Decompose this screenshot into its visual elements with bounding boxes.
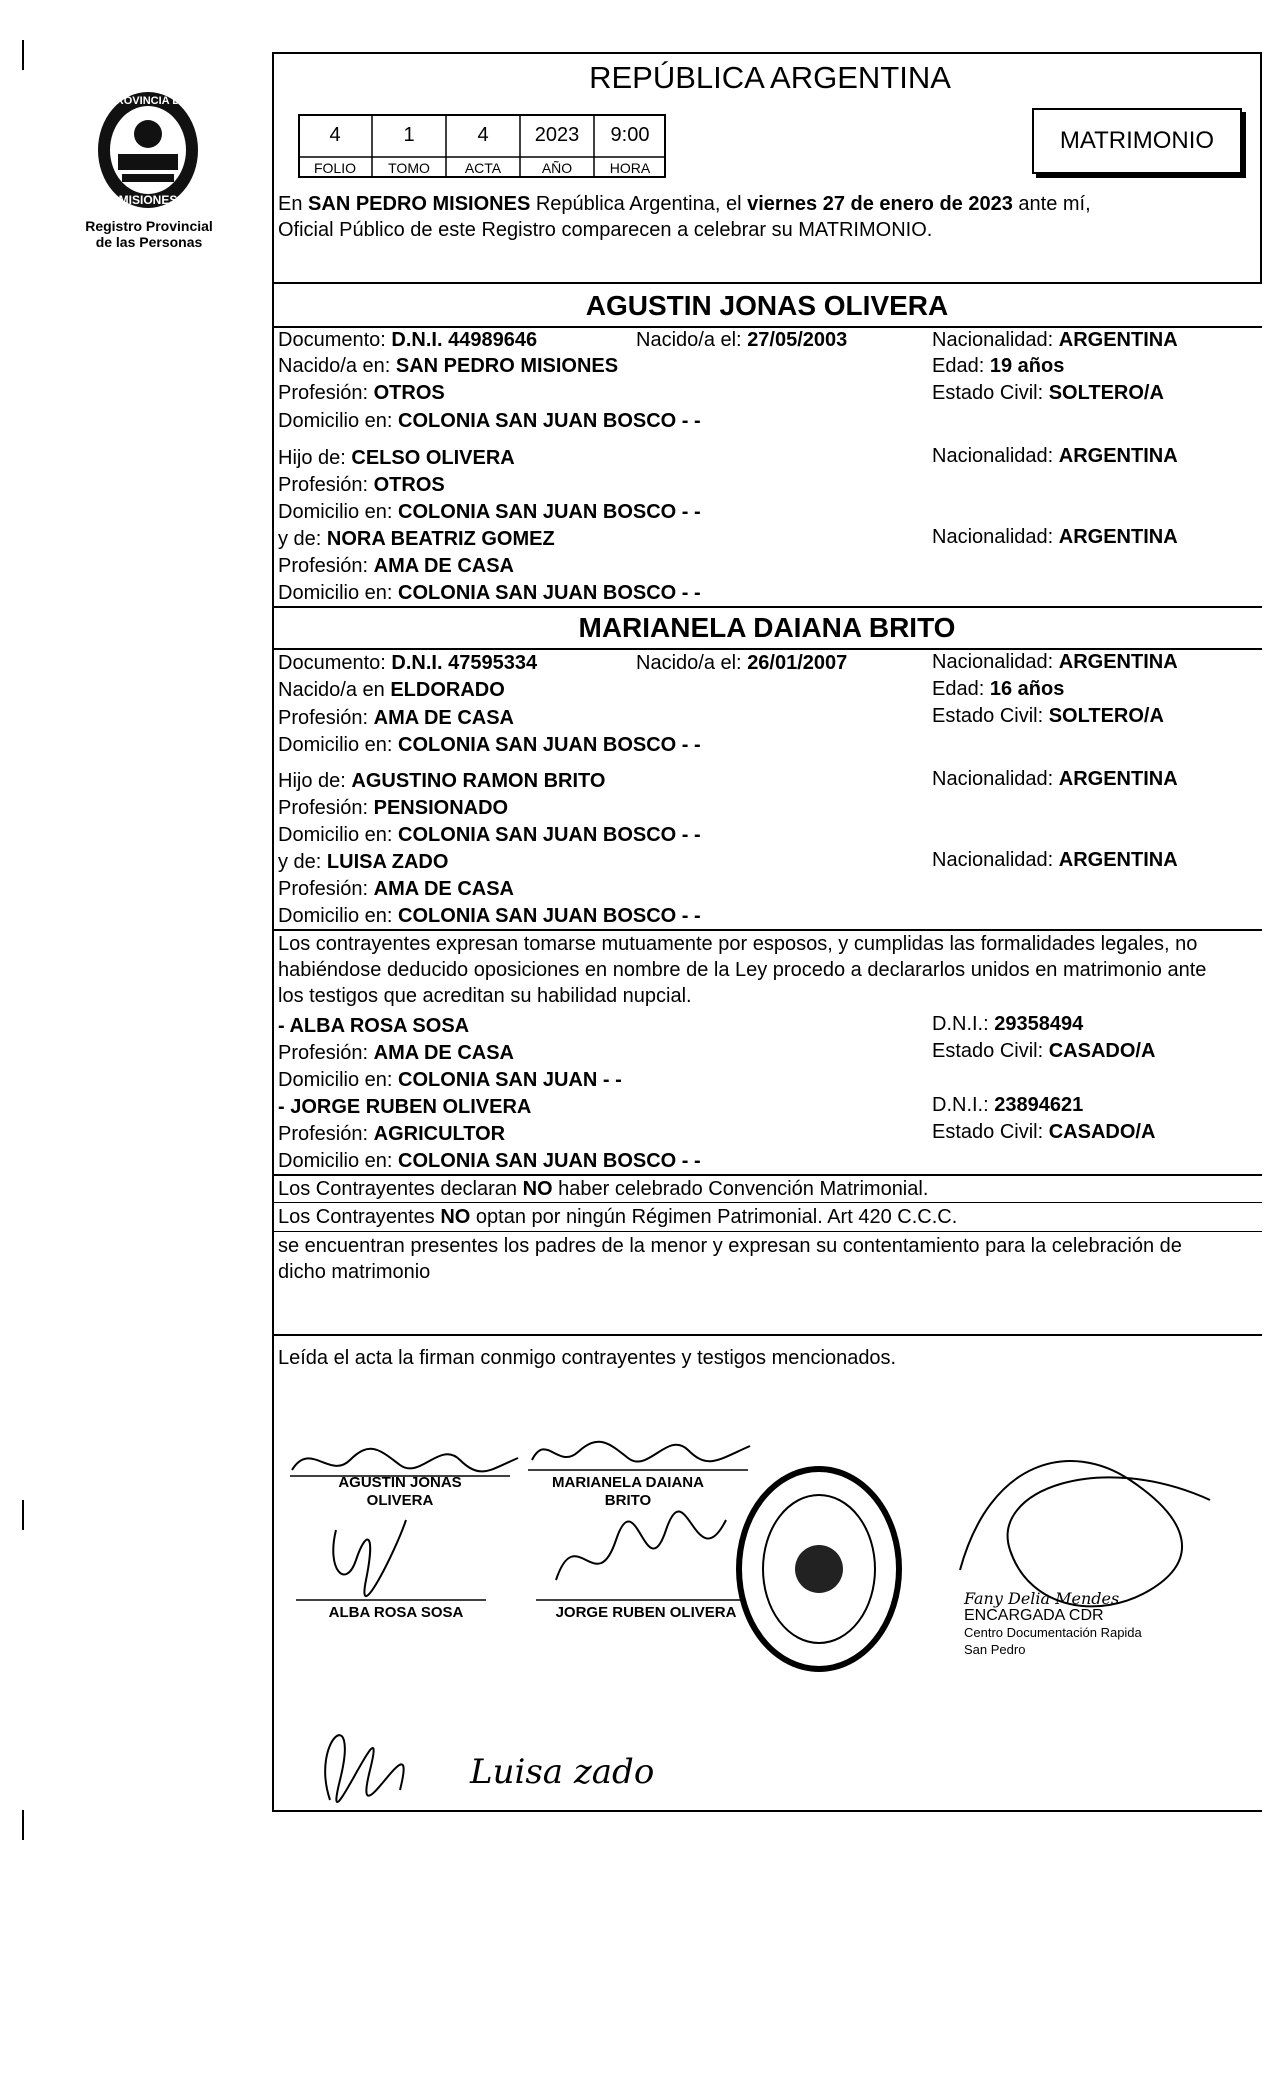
label: Hijo de: (278, 447, 346, 469)
note-parents-line1: se encuentran presentes los padres de la menor y expresan su contentamiento para la celebración de (278, 1235, 1182, 1257)
spouse1-birthdate (636, 328, 847, 352)
divider (272, 606, 1262, 608)
tomo-label: TOMO (388, 160, 430, 176)
divider (272, 282, 1262, 284)
text: Los Contrayentes declaran (278, 1178, 518, 1200)
label: Profesión: (278, 555, 369, 577)
signature-alba (296, 1510, 496, 1610)
witness2-profession (278, 1122, 505, 1146)
page-title: REPÚBLICA ARGENTINA (589, 60, 951, 95)
value: ARGENTINA (1058, 526, 1178, 548)
record-table (298, 114, 666, 178)
hour-label: HORA (609, 160, 651, 176)
value: COLONIA SAN JUAN BOSCO - - (398, 501, 701, 523)
spouse1-father (278, 446, 515, 470)
intro-city: SAN PEDRO MISIONES (308, 193, 531, 215)
witness2-domicile (278, 1149, 701, 1173)
spouse2-mother-profession (278, 877, 514, 901)
intro-text-3: ante mí, (1018, 193, 1091, 215)
signature-caption-agustin (300, 1474, 500, 1510)
declaration-line2: habiéndose deducido oposiciones en nombre de la Ley procedo a declararlos unidos en matrimonio ante (278, 959, 1207, 981)
witness1-name: - ALBA ROSA SOSA (278, 1015, 470, 1037)
witness2-dni (932, 1093, 1083, 1117)
value: ARGENTINA (1058, 651, 1178, 673)
folio-value: 4 (329, 124, 341, 146)
value: ELDORADO (390, 679, 505, 701)
emphasis: NO (440, 1206, 471, 1228)
value: COLONIA SAN JUAN BOSCO - - (398, 582, 701, 604)
note-parents-line2: dicho matrimonio (278, 1261, 431, 1283)
label: Nacido/a el: (636, 652, 742, 674)
value: CELSO OLIVERA (351, 447, 515, 469)
record-type-box: MATRIMONIO (1032, 108, 1242, 174)
value: AMA DE CASA (373, 878, 514, 900)
spouse1-mother-nationality (932, 525, 1178, 549)
value: AMA DE CASA (373, 555, 514, 577)
spouse2-mother (278, 850, 448, 874)
seal-top-text: PROVINCIA DE (108, 95, 188, 107)
witness2-name: - JORGE RUBEN OLIVERA (278, 1096, 532, 1118)
margin-mark (22, 1500, 24, 1530)
value: ARGENTINA (1058, 768, 1178, 790)
acta-value: 4 (477, 124, 489, 146)
label: Estado Civil: (932, 705, 1044, 727)
witness1-domicile (278, 1068, 622, 1092)
label: Nacionalidad: (932, 849, 1054, 871)
value: COLONIA SAN JUAN BOSCO - - (398, 824, 701, 846)
label: Estado Civil: (932, 1040, 1044, 1062)
folio-label: FOLIO (313, 160, 356, 176)
value: OTROS (373, 382, 445, 404)
label: Domicilio en: (278, 501, 393, 523)
label: Edad: (932, 355, 985, 377)
line: AGUSTIN JONAS (338, 1474, 462, 1491)
value: SOLTERO/A (1048, 705, 1164, 727)
value: COLONIA SAN JUAN - - (398, 1069, 622, 1091)
value: AGRICULTOR (373, 1123, 506, 1145)
spouse2-father-profession (278, 796, 508, 820)
intro-text-2: República Argentina, el (535, 193, 742, 215)
spouse1-mother-domicile (278, 581, 701, 605)
value: 19 años (989, 355, 1065, 377)
witness1-profession (278, 1041, 514, 1065)
label: D.N.I.: (932, 1013, 989, 1035)
spouse2-birthplace (278, 678, 505, 702)
label: Profesión: (278, 878, 369, 900)
spouse1-mother-profession (278, 554, 514, 578)
spouse2-father (278, 769, 605, 793)
value: COLONIA SAN JUAN BOSCO - - (398, 410, 701, 432)
text: haber celebrado Convención Matrimonial. (558, 1178, 929, 1200)
label: Profesión: (278, 707, 369, 729)
label: Nacionalidad: (932, 526, 1054, 548)
label: Profesión: (278, 1042, 369, 1064)
value: D.N.I. 44989646 (391, 329, 538, 351)
spouse2-birthdate (636, 651, 847, 675)
spouse2-profession (278, 706, 514, 730)
margin-mark (22, 1810, 24, 1840)
frame-right-border (1260, 52, 1262, 282)
label: D.N.I.: (932, 1094, 989, 1116)
line: ENCARGADA CDR (964, 1607, 1104, 1624)
label: Nacionalidad: (932, 445, 1054, 467)
value: ARGENTINA (1058, 849, 1178, 871)
emphasis: NO (522, 1178, 553, 1200)
value: 29358494 (994, 1013, 1084, 1035)
label: Nacido/a en: (278, 355, 391, 377)
text: Los Contrayentes (278, 1206, 435, 1228)
divider (272, 929, 1262, 931)
line: Centro Documentación Rapida (964, 1625, 1142, 1640)
spouse1-father-profession (278, 473, 445, 497)
signature-extra (300, 1680, 450, 1810)
label: Nacionalidad: (932, 329, 1054, 351)
line: MARIANELA DAIANA (552, 1474, 704, 1491)
label: Domicilio en: (278, 1150, 393, 1172)
spouse2-mother-nationality (932, 848, 1178, 872)
spouse1-nationality (932, 328, 1178, 352)
intro-text-1: En (278, 193, 303, 215)
declaration-line3: los testigos que acreditan su habilidad nupcial. (278, 985, 692, 1007)
divider (272, 1231, 1262, 1232)
spouse1-name-heading: AGUSTIN JONAS OLIVERA (585, 290, 949, 321)
label: Documento: (278, 652, 386, 674)
spouse1-father-nationality (932, 444, 1178, 468)
year-value: 2023 (534, 124, 580, 146)
spouse1-father-domicile (278, 500, 701, 524)
divider (272, 1334, 1262, 1336)
value: 23894621 (994, 1094, 1084, 1116)
note-convention (278, 1177, 928, 1201)
spouse2-civil-status (932, 704, 1164, 728)
margin-mark (22, 40, 24, 70)
line: OLIVERA (366, 1492, 434, 1509)
closing-statement: Leída el acta la firman conmigo contrayentes y testigos mencionados. (278, 1347, 897, 1369)
spouse2-document (278, 651, 537, 675)
value: ARGENTINA (1058, 445, 1178, 467)
spouse2-father-domicile (278, 823, 701, 847)
label: Profesión: (278, 474, 369, 496)
label: Domicilio en: (278, 582, 393, 604)
value: 26/01/2007 (747, 652, 848, 674)
label: Profesión: (278, 797, 369, 819)
label: Estado Civil: (932, 1121, 1044, 1143)
value: PENSIONADO (373, 797, 509, 819)
label: Profesión: (278, 1123, 369, 1145)
witness1-dni (932, 1012, 1083, 1036)
spouse2-age (932, 677, 1064, 701)
year-label: AÑO (541, 160, 573, 176)
label: y de: (278, 528, 322, 550)
intro-line1 (278, 192, 1091, 216)
label: Nacido/a el: (636, 329, 742, 351)
label: Nacionalidad: (932, 651, 1054, 673)
spouse2-mother-domicile (278, 904, 701, 928)
line: San Pedro (964, 1642, 1026, 1657)
spouse2-name-heading: MARIANELA DAIANA BRITO (578, 612, 956, 643)
intro-date: viernes 27 de enero de 2023 (747, 193, 1013, 215)
province-seal-logo (92, 82, 204, 212)
text: optan por ningún Régimen Patrimonial. Art 420 C.C.C. (475, 1206, 958, 1228)
value: AMA DE CASA (373, 1042, 514, 1064)
value: COLONIA SAN JUAN BOSCO - - (398, 734, 701, 756)
value: AGUSTINO RAMON BRITO (351, 770, 606, 792)
label: Edad: (932, 678, 985, 700)
label: Profesión: (278, 382, 369, 404)
spouse1-birthplace (278, 354, 618, 378)
value: NORA BEATRIZ GOMEZ (326, 528, 555, 550)
spouse1-document (278, 328, 537, 352)
label: Estado Civil: (932, 382, 1044, 404)
label: Domicilio en: (278, 1069, 393, 1091)
value: CASADO/A (1048, 1121, 1156, 1143)
label: y de: (278, 851, 322, 873)
value: COLONIA SAN JUAN BOSCO - - (398, 1150, 701, 1172)
witness2-civil-status (932, 1120, 1155, 1144)
value: ARGENTINA (1058, 329, 1178, 351)
line: Fany Delia Mendes (964, 1589, 1120, 1608)
value: AMA DE CASA (373, 707, 514, 729)
spouse2-domicile (278, 733, 701, 757)
frame-top-border (272, 52, 1262, 54)
signature-caption-jorge: JORGE RUBEN OLIVERA (555, 1604, 737, 1621)
declaration-line1: Los contrayentes expresan tomarse mutuamente por esposos, y cumplidas las formalidades legales, no (278, 933, 1198, 955)
value: 16 años (989, 678, 1065, 700)
spouse2-nationality (932, 650, 1178, 674)
label: Domicilio en: (278, 734, 393, 756)
value: COLONIA SAN JUAN BOSCO - - (398, 905, 701, 927)
spouse1-civil-status (932, 381, 1164, 405)
logo-caption-line2: de las Personas (95, 234, 203, 250)
value: LUISA ZADO (326, 851, 449, 873)
signature-luisa-zado: Luisa zado (470, 1752, 655, 1792)
divider (272, 1202, 1262, 1203)
value: SOLTERO/A (1048, 382, 1164, 404)
acta-label: ACTA (464, 160, 502, 176)
label: Nacionalidad: (932, 768, 1054, 790)
spouse1-age (932, 354, 1064, 378)
note-regime (278, 1205, 957, 1229)
label: Hijo de: (278, 770, 346, 792)
hour-value: 9:00 (610, 124, 650, 146)
label: Domicilio en: (278, 410, 393, 432)
logo-caption (74, 218, 224, 250)
witness1-civil-status (932, 1039, 1155, 1063)
signature-jorge (536, 1500, 756, 1610)
value: 27/05/2003 (747, 329, 848, 351)
spouse1-mother (278, 527, 555, 551)
label: Nacido/a en (278, 679, 385, 701)
tomo-value: 1 (403, 124, 415, 146)
official-stamp (734, 1464, 904, 1674)
value: CASADO/A (1048, 1040, 1156, 1062)
value: SAN PEDRO MISIONES (395, 355, 619, 377)
spouse1-profession (278, 381, 445, 405)
signature-caption-alba: ALBA ROSA SOSA (328, 1604, 464, 1621)
value: OTROS (373, 474, 445, 496)
value: D.N.I. 47595334 (391, 652, 538, 674)
registrar-stamp-text (964, 1590, 1234, 1658)
label: Documento: (278, 329, 386, 351)
logo-caption-line1: Registro Provincial (85, 218, 213, 234)
intro-line2: Oficial Público de este Registro comparecen a celebrar su MATRIMONIO. (278, 219, 933, 241)
seal-bottom-text: MISIONES (118, 193, 178, 207)
label: Domicilio en: (278, 824, 393, 846)
spouse1-domicile (278, 409, 701, 433)
frame-bottom-border (272, 1810, 1262, 1812)
label: Domicilio en: (278, 905, 393, 927)
line: BRITO (604, 1492, 652, 1509)
spouse2-father-nationality (932, 767, 1178, 791)
divider (272, 1174, 1262, 1176)
